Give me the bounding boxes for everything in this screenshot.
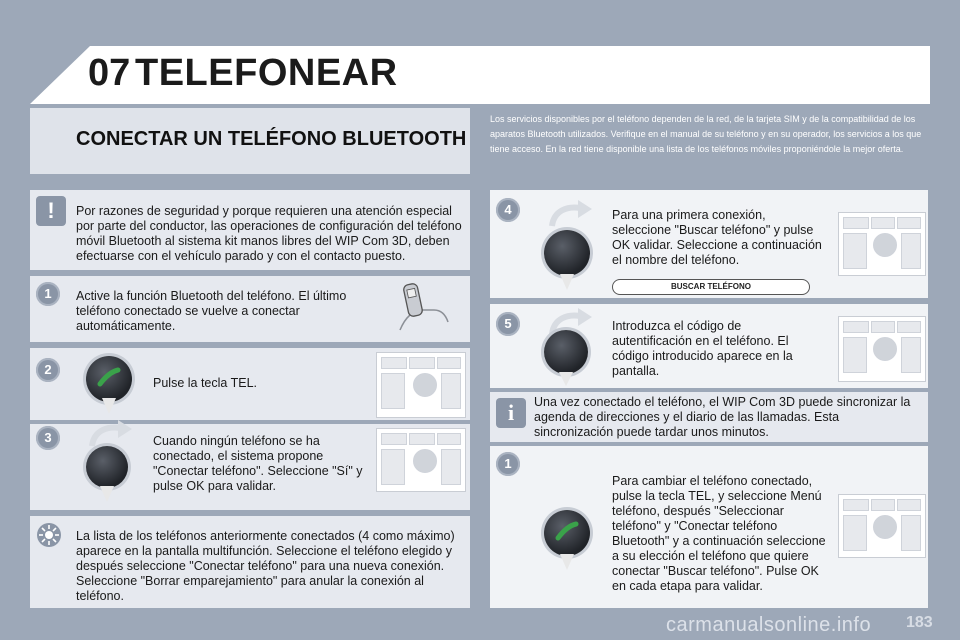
step-5-badge: 5	[496, 312, 520, 336]
step-4-text: Para una primera conexión, seleccione "Buscar teléfono" y pulse OK validar. Seleccione a continuación el nombre del teléfono.	[612, 208, 822, 267]
step-2-text: Pulse la tecla TEL.	[153, 376, 257, 390]
step-4-badge: 4	[496, 198, 520, 222]
radio-unit-image	[838, 316, 926, 382]
radio-unit-image	[838, 494, 926, 558]
step-2-badge: 2	[36, 358, 60, 382]
search-phone-button[interactable]: BUSCAR TELÉFONO	[612, 279, 810, 295]
tel-phone-icon	[544, 510, 590, 572]
warning-text: Por razones de seguridad y porque requieren una atención especial por parte del conductor, las operaciones de configuración del teléfono móvil Bluetooth al sistema kit manos libres del WIP Com 3D, deben efectuarse con el vehículo parado y con el contacto puesto.	[76, 204, 462, 263]
press-arrow-icon	[86, 446, 128, 504]
info-icon: i	[496, 398, 526, 428]
step-3-badge: 3	[36, 426, 60, 450]
header-corner-cut	[30, 46, 90, 104]
press-arrow-icon	[544, 330, 588, 388]
phone-hand-icon	[392, 280, 462, 338]
section-subtitle: CONECTAR UN TELÉFONO BLUETOOTH	[76, 128, 467, 150]
press-arrow-icon	[544, 230, 590, 292]
page-title: TELEFONEAR	[135, 52, 398, 94]
step-5-text: Introduzca el código de autentificación en el teléfono. El código introducido aparece en la pantalla.	[612, 319, 793, 378]
curved-arrow-icon	[548, 200, 592, 228]
tip-text: La lista de los teléfonos anteriormente conectados (4 como máximo) aparece en la pantalla multifunción. Seleccione el teléfono elegido y después seleccione "Conectar teléfono" para una nueva conexión. Seleccione "Borrar emparejamiento" para anular la conexión al teléfono.	[76, 529, 455, 603]
info-note-text: Una vez conectado el teléfono, el WIP Com 3D puede sincronizar la agenda de direcciones y el diario de las llamadas. Esta sincronización puede tardar unos minutos.	[534, 395, 911, 439]
radio-unit-image	[838, 212, 926, 276]
radio-unit-image	[376, 428, 466, 492]
chapter-number: 07	[88, 52, 131, 94]
step-1-badge: 1	[36, 282, 60, 306]
watermark: carmanualsonline.info	[666, 614, 872, 636]
curved-arrow-icon	[88, 420, 132, 448]
tel-phone-icon	[86, 356, 132, 416]
page-number: 183	[906, 614, 933, 631]
sun-tip-icon	[36, 522, 62, 548]
services-info-text: Los servicios disponibles por el teléfono dependen de la red, de la tarjeta SIM y de la compatibilidad de los aparatos Bluetooth utilizados. Verifique en el manual de su teléfono y en su operador, los servicios a los que tiene acceso. En la red tiene disponible una lista de los teléfonos móviles proponiéndole la mejor oferta.	[490, 108, 940, 178]
step-1-text: Active la función Bluetooth del teléfono. El último teléfono conectado se vuelve a conectar automáticamente.	[76, 289, 347, 333]
step-3-text: Cuando ningún teléfono se ha conectado, el sistema propone "Conectar teléfono". Seleccione "Sí" y pulse OK para validar.	[153, 434, 363, 493]
change-step-text: Para cambiar el teléfono conectado, pulse la tecla TEL, y seleccione Menú teléfono, después "Seleccionar teléfono" y "Conectar teléfono Bluetooth" y a continuación seleccione a su elección el teléfono que quiere conectar "Buscar teléfono". Pulse OK en cada etapa para validar.	[612, 474, 826, 593]
change-step-badge: 1	[496, 452, 520, 476]
radio-unit-image	[376, 352, 466, 418]
warning-icon: !	[36, 196, 66, 226]
